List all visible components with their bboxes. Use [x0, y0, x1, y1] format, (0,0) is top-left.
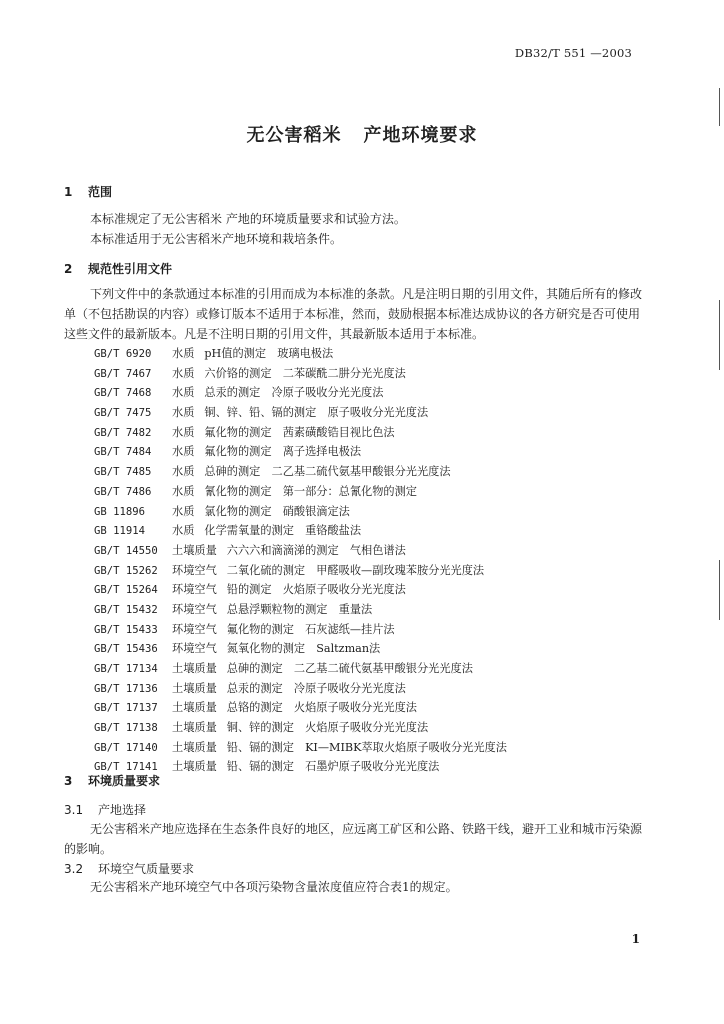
- reference-code: GB/T 17134: [94, 663, 158, 675]
- reference-code: GB/T 17141: [94, 761, 158, 774]
- reference-code: GB/T 17137: [94, 702, 158, 715]
- title-part-2: 产地环境要求: [363, 125, 478, 146]
- reference-item: [94, 403, 654, 423]
- reference-category: 土壤质量: [172, 662, 217, 675]
- reference-title: 铅、镉的测定 石墨炉原子吸收分光光度法: [226, 760, 440, 774]
- reference-category: 环境空气: [172, 642, 217, 656]
- reference-category: 土壤质量: [172, 681, 217, 695]
- scan-edge-mark: [719, 300, 720, 370]
- reference-code: GB/T 17136: [94, 682, 158, 695]
- section-number: 3: [64, 774, 73, 788]
- reference-title: 六价铬的测定 二苯碳酰二肼分光光度法: [204, 366, 406, 380]
- section-title: 规范性引用文件: [88, 262, 173, 276]
- reference-item: [94, 442, 654, 462]
- reference-category: 土壤质量: [172, 740, 217, 754]
- reference-title: 总悬浮颗粒物的测定 重量法: [226, 602, 373, 616]
- reference-category: 环境空气: [172, 602, 217, 616]
- reference-item: [94, 738, 654, 758]
- reference-code: GB/T 14550: [94, 544, 158, 557]
- reference-code: GB/T 17140: [94, 741, 158, 754]
- paragraph: 无公害稻米产地环境空气中各项污染物含量浓度值应符合表1的规定。: [90, 880, 458, 894]
- reference-category: 水质: [172, 524, 195, 538]
- paragraph-line: 本标准规定了无公害稻米 产地的环境质量要求和试验方法。: [90, 212, 406, 226]
- scan-edge-mark: [719, 560, 720, 620]
- page-number: 1: [631, 932, 640, 946]
- reference-code: GB/T 7468: [94, 387, 152, 400]
- reference-item: [94, 462, 654, 482]
- reference-category: 水质: [172, 445, 195, 459]
- reference-code: GB 11914: [94, 525, 146, 538]
- reference-title: pH值的测定 玻璃电极法: [204, 347, 334, 360]
- scan-edge-mark: [719, 88, 720, 126]
- reference-item: [94, 383, 654, 403]
- section-2-heading: [64, 260, 172, 277]
- section-3-heading: [64, 772, 160, 789]
- reference-code: GB/T 7485: [94, 466, 152, 479]
- reference-item: [94, 482, 654, 502]
- reference-title: 氟化物的测定 离子选择电极法: [204, 445, 362, 459]
- reference-title: 氟化物的测定 石灰滤纸—挂片法: [226, 622, 395, 636]
- subsection-3-2-body: [64, 877, 648, 897]
- section-title: 环境质量要求: [88, 774, 161, 788]
- reference-item: [94, 344, 654, 364]
- reference-item: [94, 757, 654, 777]
- reference-item: [94, 679, 654, 699]
- reference-item: [94, 600, 654, 620]
- reference-title: 铜、锌的测定 火焰原子吸收分光光度法: [226, 721, 429, 735]
- reference-item: [94, 718, 654, 738]
- reference-item: [94, 502, 654, 522]
- reference-title: 铅、镉的测定 KI—MIBK萃取火焰原子吸收分光光度法: [226, 740, 507, 754]
- reference-item: [94, 639, 654, 659]
- reference-category: 土壤质量: [172, 721, 217, 735]
- reference-title: 总汞的测定 冷原子吸收分光光度法: [204, 386, 384, 400]
- reference-code: GB/T 15432: [94, 603, 158, 616]
- reference-category: 土壤质量: [172, 760, 217, 774]
- reference-item: [94, 521, 654, 541]
- reference-code: GB/T 6920: [94, 348, 152, 360]
- subsection-3-2-heading: [64, 860, 194, 877]
- paragraph: 无公害稻米产地应选择在生态条件良好的地区，应远离工矿区和公路、铁路干线，避开工业和城市污染源的影响。: [64, 822, 643, 856]
- reference-item: [94, 364, 654, 384]
- title-part-1: 无公害稻米: [246, 125, 342, 146]
- reference-title: 化学需氧量的测定 重铬酸盐法: [204, 524, 362, 538]
- reference-category: 环境空气: [172, 563, 217, 577]
- reference-title: 总砷的测定 二乙基二硫代氨基甲酸银分光光度法: [226, 662, 473, 675]
- reference-code: GB/T 15264: [94, 584, 158, 597]
- reference-title: 铜、锌、铅、镉的测定 原子吸收分光光度法: [204, 406, 429, 420]
- section-title: 范围: [88, 185, 113, 199]
- reference-title: 总汞的测定 冷原子吸收分光光度法: [226, 681, 406, 695]
- reference-item: [94, 659, 654, 679]
- reference-code: GB/T 15436: [94, 643, 158, 656]
- reference-item: [94, 580, 654, 600]
- reference-title: 总铬的测定 火焰原子吸收分光光度法: [226, 701, 417, 715]
- reference-category: 水质: [172, 366, 195, 380]
- reference-code: GB 11896: [94, 505, 146, 518]
- reference-category: 土壤质量: [172, 543, 217, 557]
- section-1-body: [64, 209, 648, 249]
- subsection-number: 3.1: [64, 803, 84, 817]
- reference-category: 环境空气: [172, 583, 217, 597]
- reference-title: 氟化物的测定 茜素磺酸锆目视比色法: [204, 425, 395, 439]
- reference-category: 水质: [172, 465, 195, 479]
- reference-code: GB/T 7467: [94, 367, 152, 380]
- paragraph: 下列文件中的条款通过本标准的引用而成为本标准的条款。凡是注明日期的引用文件，其随后所有的修改单（不包括勘误的内容）或修订版本不适用于本标准，然而，鼓励根据本标准达成协议的各方研究是否可使用这些文件的最新版本。凡是不注明日期的引用文件，其最新版本适用于本标准。: [64, 287, 643, 341]
- reference-title: 总砷的测定 二乙基二硫代氨基甲酸银分光光度法: [204, 465, 451, 479]
- reference-title: 氰化物的测定 第一部分：总氰化物的测定: [204, 484, 417, 498]
- reference-code: GB/T 17138: [94, 722, 158, 735]
- reference-code: GB/T 7482: [94, 426, 152, 439]
- document-title: [0, 121, 724, 147]
- section-1-heading: [64, 183, 112, 200]
- reference-category: 水质: [172, 406, 195, 420]
- reference-category: 水质: [172, 425, 195, 439]
- reference-category: 土壤质量: [172, 701, 217, 715]
- reference-category: 水质: [172, 347, 195, 360]
- reference-item: [94, 541, 654, 561]
- reference-item: [94, 423, 654, 443]
- section-2-intro: [64, 284, 648, 344]
- subsection-number: 3.2: [64, 862, 84, 876]
- reference-code: GB/T 15433: [94, 623, 158, 636]
- reference-category: 水质: [172, 484, 195, 498]
- reference-title: 氯化物的测定 硝酸银滴定法: [204, 504, 350, 518]
- reference-code: GB/T 7486: [94, 485, 152, 498]
- subsection-title: 产地选择: [98, 803, 147, 817]
- reference-code: GB/T 7475: [94, 407, 152, 420]
- reference-list: [94, 344, 654, 777]
- section-number: 2: [64, 262, 73, 276]
- reference-category: 水质: [172, 386, 195, 400]
- reference-category: 水质: [172, 504, 195, 518]
- reference-title: 六六六和滴滴涕的测定 气相色谱法: [226, 543, 406, 557]
- reference-code: GB/T 7484: [94, 446, 152, 459]
- standard-code: DB32/T 551 —2003: [514, 46, 632, 60]
- subsection-title: 环境空气质量要求: [98, 862, 195, 876]
- reference-title: 二氧化硫的测定 甲醛吸收—副玫瑰苯胺分光光度法: [226, 563, 485, 577]
- reference-item: [94, 620, 654, 640]
- reference-category: 环境空气: [172, 622, 217, 636]
- reference-code: GB/T 15262: [94, 564, 158, 577]
- paragraph-line: 本标准适用于无公害稻米产地环境和栽培条件。: [90, 232, 343, 246]
- reference-title: 氮氧化物的测定 Saltzman法: [226, 642, 381, 656]
- subsection-3-1-body: [64, 819, 648, 859]
- section-number: 1: [64, 185, 73, 199]
- reference-title: 铅的测定 火焰原子吸收分光光度法: [226, 583, 406, 597]
- subsection-3-1-heading: [64, 801, 146, 818]
- reference-item: [94, 561, 654, 581]
- reference-item: [94, 698, 654, 718]
